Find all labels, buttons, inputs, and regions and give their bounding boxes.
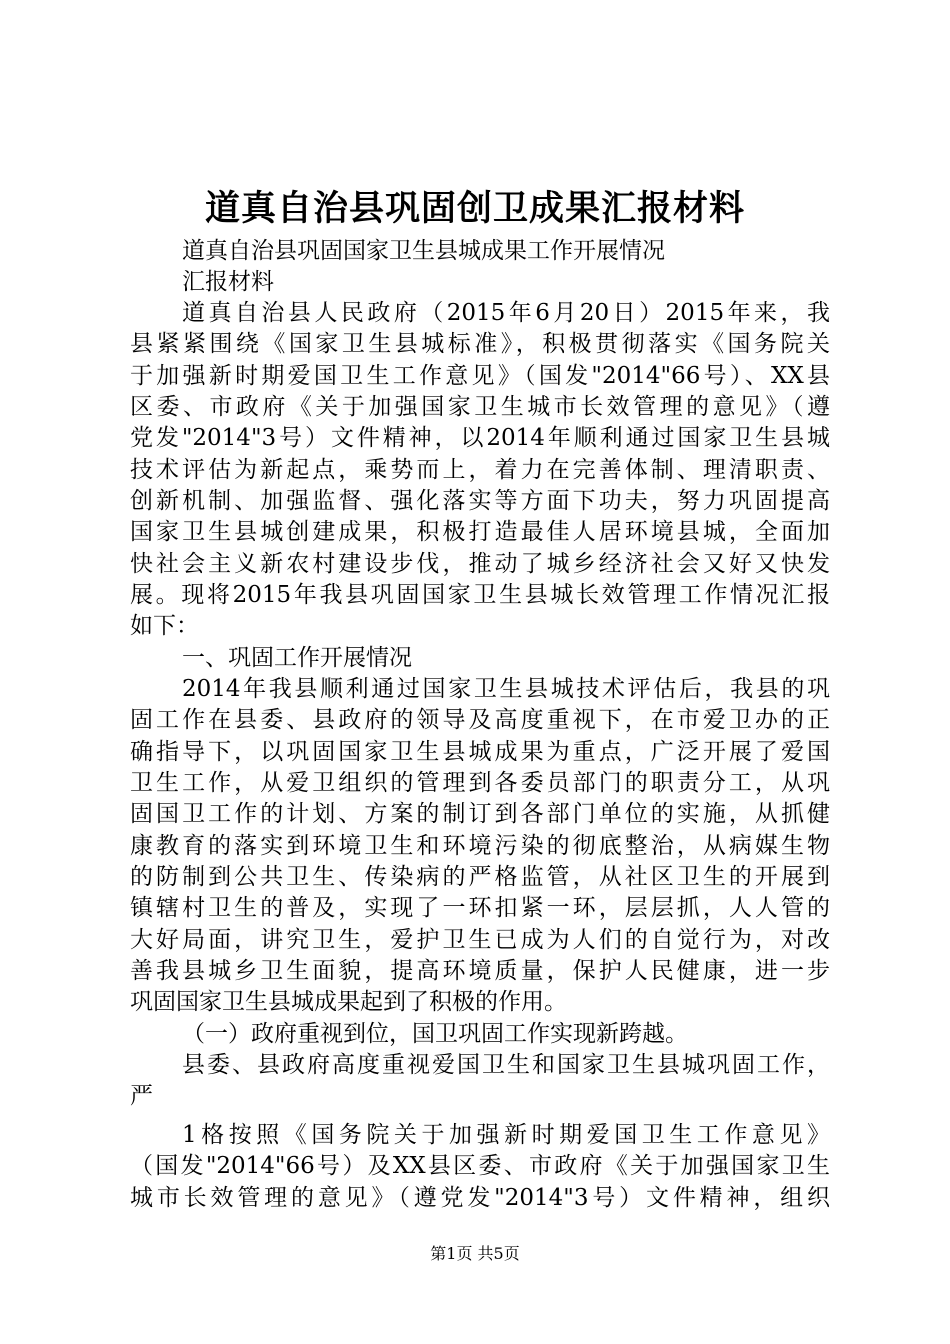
paragraph-line: 镇辖村卫生的普及，实现了一环扣紧一环，层层抓，人人管的 — [130, 895, 830, 921]
paragraph-line: 的防制到公共卫生、传染病的严格监管，从社区卫生的开展到 — [130, 864, 830, 890]
paragraph-line: 卫生工作，从爱卫组织的管理到各委员部门的职责分工，从巩 — [130, 770, 830, 796]
paragraph-line: 道真自治县人民政府（2015年6月20日）2015年来，我 — [182, 300, 830, 326]
document-title: 道真自治县巩固创卫成果汇报材料 — [204, 188, 745, 229]
paragraph-line: 善我县城乡卫生面貌，提高环境质量，保护人民健康，进一步 — [130, 958, 830, 984]
paragraph-line: （国发"2014"66号）及XX县区委、市政府《关于加强国家卫生 — [130, 1153, 830, 1179]
paragraph-line: 固工作在县委、县政府的领导及高度重视下，在市爱卫办的正 — [130, 707, 830, 733]
paragraph-line: 快社会主义新农村建设步伐，推动了城乡经济社会又好又快发 — [130, 551, 830, 577]
paragraph-line: 县委、县政府高度重视爱国卫生和国家卫生县城巩固工作， — [182, 1052, 830, 1078]
section-heading: 一、巩固工作开展情况 — [182, 645, 412, 671]
paragraph-line: 于加强新时期爱国卫生工作意见》（国发"2014"66号）、XX县 — [130, 363, 830, 389]
page-number: 第1页 共5页 — [430, 1244, 520, 1263]
paragraph-line: 康教育的落实到环境卫生和环境污染的彻底整治，从病媒生物 — [130, 833, 830, 859]
paragraph-line: 严 — [130, 1083, 153, 1109]
paragraph-line: 巩固国家卫生县城成果起到了积极的作用。 — [130, 989, 567, 1015]
paragraph-line: 党发"2014"3号）文件精神，以2014年顺利通过国家卫生县城 — [130, 425, 830, 451]
paragraph-line: 2014年我县顺利通过国家卫生县城技术评估后，我县的巩 — [182, 676, 830, 702]
paragraph-line: 固国卫工作的计划、方案的制订到各部门单位的实施，从抓健 — [130, 801, 830, 827]
subtitle-line: 道真自治县巩固国家卫生县城成果工作开展情况 — [182, 238, 665, 264]
paragraph-line: 国家卫生县城创建成果，积极打造最佳人居环境县城，全面加 — [130, 519, 830, 545]
paragraph-line: 确指导下，以巩固国家卫生县城成果为重点，广泛开展了爱国 — [130, 739, 830, 765]
paragraph-line: 区委、市政府《关于加强国家卫生城市长效管理的意见》（遵 — [130, 394, 830, 420]
paragraph-line: 大好局面，讲究卫生，爱护卫生已成为人们的自觉行为，对改 — [130, 927, 830, 953]
paragraph-line: 展。现将2015年我县巩固国家卫生县城长效管理工作情况汇报 — [130, 582, 830, 608]
paragraph-line: 创新机制、加强监督、强化落实等方面下功夫，努力巩固提高 — [130, 488, 830, 514]
paragraph-line: 县紧紧围绕《国家卫生县城标准》，积极贯彻落实《国务院关 — [130, 331, 830, 357]
paragraph-line: 如下： — [130, 613, 199, 639]
paragraph-line: 技术评估为新起点，乘势而上，着力在完善体制、理清职责、 — [130, 457, 830, 483]
subsection-heading: （一）政府重视到位，国卫巩固工作实现新跨越。 — [182, 1021, 688, 1047]
subtitle-line: 汇报材料 — [182, 269, 274, 295]
paragraph-line: 城市长效管理的意见》（遵党发"2014"3号）文件精神，组织 — [130, 1185, 830, 1211]
paragraph-line: 1格按照《国务院关于加强新时期爱国卫生工作意见》 — [182, 1122, 830, 1148]
